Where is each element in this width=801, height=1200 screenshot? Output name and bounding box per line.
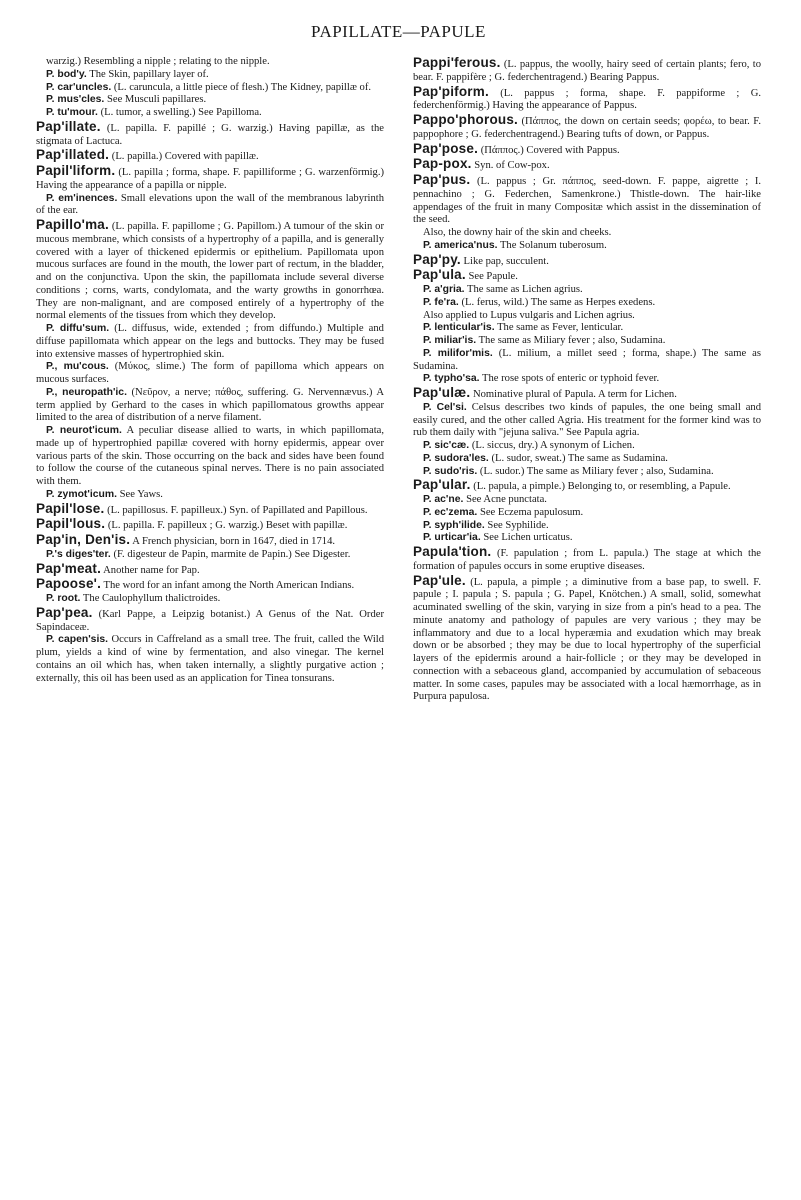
entry-text: The Caulophyllum thalictroides. (82, 593, 221, 604)
subheadword: P. mus'cles. (46, 94, 105, 106)
dictionary-entry (413, 572, 761, 705)
dictionary-entry (413, 269, 761, 284)
entry-text: (L. papula, a pimple ; a diminutive from a base pap, to swell. F. papule ; I. papula ; S. papula ; G. Papel, Knötchen.) A small, solid, somewhat acuminated swelling of the skin, varying in size from a pin's head to a pea. The minute anatomy and pathology of papules are very various ; they may be inflammatory and due to a local hyperæmia and exudation which may break down or be absorbed ; they may be due to local hypertrophy of the superficial layers of the epidermis around a hair-follicle ; or they may be developed in connection with a sebaceous gland, accompanied by accumulation of sebaceous matter. In some cases, papules may be associated with a local hæmorrhage, as in Purpura papulosa. (413, 576, 761, 703)
headword: Pap'piform. (413, 83, 489, 99)
dictionary-entry (36, 604, 384, 635)
entry-text: (F. papulation ; from L. papula.) The stage at which the formation of papules occurs in some eruptive diseases. (413, 548, 762, 572)
dictionary-entry (36, 634, 384, 685)
entry-text: (Νεῦρον, a nerve; πάθος, suffering. G. Nervennævus.) A term applied by Gerhard to the cases in which papillomatous growths appear limited to the area of distribution of a nerve filament. (36, 386, 384, 424)
subheadword: P. syph'ilide. (423, 519, 485, 531)
subheadword: P. typho'sa. (423, 373, 480, 385)
subheadword: P. lenticular'is. (423, 322, 495, 334)
headword: Pap'ule. (413, 572, 466, 588)
headword: Papil'lose. (36, 500, 105, 516)
dictionary-entry (36, 518, 384, 533)
headword: Pap'ular. (413, 477, 471, 493)
dictionary-entry (413, 520, 761, 533)
entry-text: (L. papilla ; forma, shape. F. papilliforme ; G. warzenförmig.) Having the appearance of a papilla or nipple. (36, 167, 385, 191)
subheadword: P. tu'mour. (46, 107, 98, 118)
dictionary-entry (36, 118, 384, 149)
dictionary-entry (36, 425, 384, 489)
entry-text: See Acne punctata. (466, 494, 547, 505)
left-column (36, 56, 384, 704)
dictionary-entry (36, 578, 384, 593)
entry-text: The rose spots of enteric or typhoid fever. (482, 373, 660, 385)
entry-text: Occurs in Caffreland as a small tree. The fruit, called the Wild plum, yields a kind of wine by fermentation, and also vinegar. The kernel contains an oil which has, when taken internally, a slightly purgative action ; externally, this oil has been used as an application for Tinea tonsurans. (36, 634, 385, 684)
headword: Pappo'phorous. (413, 112, 519, 127)
subheadword: P. diffu'sum. (46, 323, 110, 334)
dictionary-entry (36, 387, 384, 425)
headword: Pappi'ferous. (413, 55, 501, 70)
headword: Pap'pea. (36, 604, 93, 620)
entry-text: See Musculi papillares. (106, 94, 207, 106)
headword: Pap-pox. (413, 156, 472, 172)
entry-text: Also applied to Lupus vulgaris and Lichen agrius. (423, 309, 635, 321)
dictionary-entry (413, 251, 761, 269)
columns (36, 56, 761, 704)
subheadword: P. em'inences. (46, 192, 118, 204)
dictionary-entry (36, 193, 384, 219)
entry-text: (L. milium, a millet seed ; forma, shape.) The same as Sudamina. (413, 347, 761, 372)
entry-text: (L. diffusus, wide, extended ; from diffundo.) Multiple and diffuse papillomata which appear on the legs and buttocks. They may be fused into extensive masses of hypertrophied skin. (36, 323, 384, 360)
dictionary-entry (413, 348, 761, 374)
headword: Pap'meat. (36, 560, 102, 576)
entry-text: (L. papillosus. F. papilleux.) Syn. of Papillated and Papillous. (107, 504, 368, 516)
entry-text: (L. tumor, a swelling.) See Papilloma. (100, 107, 262, 118)
subheadword: P. miliar'is. (423, 335, 477, 346)
headword: Pap'pus. (413, 172, 471, 187)
entry-text: The same as Lichen agrius. (467, 284, 583, 295)
entry-text: See Lichen urticatus. (483, 532, 573, 544)
headword: Papil'lous. (36, 516, 106, 532)
subheadword: P. capen'sis. (46, 634, 109, 646)
entry-text: (Πάππος.) Covered with Pappus. (480, 144, 620, 156)
headword: Pap'in, Den'is. (36, 532, 131, 547)
dictionary-entry (36, 82, 384, 95)
subheadword: P. zymot'icum. (46, 488, 117, 500)
entry-text: See Eczema papulosum. (479, 506, 584, 518)
entry-text: The Solanum tuberosum. (499, 239, 607, 251)
entry-text: (Μύκος, slime.) The form of papilloma which appears on mucous surfaces. (36, 361, 385, 385)
subheadword: P. sic'cæ. (423, 440, 470, 451)
subheadword: P. urticar'ia. (423, 532, 481, 544)
dictionary-entry (413, 297, 761, 310)
dictionary-entry (413, 83, 761, 114)
entry-text: Celsus describes two kinds of papules, the one being small and easily cured, and the other called Agria. His treatment for the former kind was to rub them daily with "jejuna saliva." See Papula agria. (413, 401, 762, 439)
entry-text: (L. siccus, dry.) A synonym of Lichen. (471, 440, 635, 451)
entry-text: (L. papilla.) Covered with papillæ. (111, 151, 259, 163)
dictionary-entry (413, 57, 761, 85)
dictionary-entry (413, 546, 761, 574)
headword: Pap'illate. (36, 118, 101, 134)
dictionary-entry (36, 323, 384, 361)
entry-text: See Yaws. (119, 488, 163, 500)
headword: Papoose'. (36, 576, 102, 592)
subheadword: P. root. (46, 593, 81, 604)
entry-text: Syn. of Cow-pox. (474, 160, 550, 172)
entry-text: (L. caruncula, a little piece of flesh.) The Kidney, papillæ of. (113, 81, 372, 93)
entry-text: (Karl Pappe, a Leipzig botanist.) A Genus of the Nat. Order Sapindaceæ. (36, 608, 384, 633)
dictionary-entry (413, 440, 761, 453)
subheadword: P. sudo'ris. (423, 465, 478, 477)
entry-text: (L. ferus, wild.) The same as Herpes exedens. (461, 296, 656, 308)
entry-text: (Πάππος, the down on certain seeds; φορέω, to bear. F. pappophore ; G. federchentragend.) Bearing tufts of down, or Pappus. (413, 116, 761, 140)
subheadword: P. neurot'icum. (46, 425, 122, 436)
entry-text: warzig.) Resembling a nipple ; relating to the nipple. (46, 56, 270, 67)
dictionary-entry (36, 219, 384, 323)
entry-text: Nominative plural of Papula. A term for Lichen. (472, 389, 677, 400)
subheadword: P. Cel'si. (423, 401, 467, 413)
dictionary-entry (413, 387, 761, 402)
dictionary-entry (413, 494, 761, 507)
dictionary-entry (413, 140, 761, 158)
entry-text: (F. digesteur de Papin, marmite de Papin.) See Digester. (113, 548, 351, 560)
dictionary-entry (413, 402, 761, 440)
entry-text: See Papule. (468, 271, 518, 283)
subheadword: P. fe'ra. (423, 296, 459, 308)
dictionary-entry (36, 534, 384, 549)
dictionary-entry (413, 310, 761, 323)
entry-text: The Skin, papillary layer of. (89, 68, 209, 80)
subheadword: P., neuropath'ic. (46, 386, 127, 398)
dictionary-entry (36, 165, 384, 193)
subheadword: P. ec'zema. (423, 506, 478, 518)
headword: Pap'ulæ. (413, 385, 471, 400)
entry-text: (L. pappus, the woolly, hairy seed of certain plants; fero, to bear. F. pappifère ; G. federchentragend.) Bearing Pappus. (413, 59, 761, 83)
dictionary-entry (413, 479, 761, 494)
dictionary-entry (413, 335, 761, 348)
entry-text: Another name for Pap. (103, 564, 200, 576)
dictionary-entry (413, 322, 761, 335)
entry-text: (L. papilla. F. papillome ; G. Papillom.) A tumour of the skin or mucous membrane, which consists of a hypertrophy of a papilla, and is generally covered with a layer of thickened epidermis or epithelium. Papillomata upon mucous surfaces are found in the mouth, the lower part of rectum, in the bladder, and on the conjunctiva. Upon the skin, the papillomata include several diverse conditions ; corns, warts, condylomata, and the warty growths in gonorrhœa. They are non-malignant, and are composed entirely of a hypertrophy of the normal elements of the tissues from which they develop. (36, 221, 384, 322)
dictionary-entry (413, 240, 761, 253)
entry-text: Also, the downy hair of the skin and cheeks. (423, 227, 612, 238)
entry-text: (L. papilla. F. papilleux ; G. warzig.) Beset with papillæ. (107, 520, 348, 532)
entry-text: A French physician, born in 1647, died in 1714. (132, 536, 336, 547)
dictionary-entry (36, 94, 384, 107)
dictionary-entry (413, 174, 761, 227)
subheadword: P., mu'cous. (46, 361, 109, 373)
headword: Pap'py. (413, 251, 461, 267)
dictionary-entry (36, 149, 384, 164)
dictionary-entry (413, 453, 761, 466)
entry-text: The same as Fever, lenticular. (497, 322, 624, 334)
headword: Papillo'ma. (36, 217, 109, 232)
subheadword: P. sudora'les. (423, 452, 489, 464)
dictionary-entry (36, 361, 384, 387)
dictionary-entry (36, 500, 384, 518)
dictionary-entry (36, 560, 384, 578)
right-column (413, 56, 761, 704)
headword: Papula'tion. (413, 544, 492, 559)
subheadword: P. america'nus. (423, 239, 498, 251)
entry-text: (L. pappus ; Gr. πάππος, seed-down. F. pappe, aigrette ; I. pennachino ; G. Federchen, Samenkrone.) Thistle-down. The hair-like appendages of the fruit in many Compositæ which assist in the dissemination of the seed. (413, 176, 761, 226)
dictionary-entry (413, 114, 761, 142)
entry-text: (L. pappus ; forma, shape. F. pappiforme ; G. federchenförmig.) Having the appearance of Pappus. (413, 87, 761, 112)
entry-text: (L. sudor.) The same as Miliary fever ; also, Sudamina. (479, 465, 714, 477)
entry-text: A peculiar disease allied to warts, in which papillomata, made up of hypertrophied papillæ covered with horny epidermis, appear over various parts of the skin. Those occurring on the back and sides have been found to follow the course of the cutaneous spinal nerves. There is no pain associated with them. (36, 425, 384, 487)
entry-text: (L. papula, a pimple.) Belonging to, or resembling, a Papule. (473, 481, 731, 493)
subheadword: P. bod'y. (46, 68, 87, 80)
entry-text: (L. papilla. F. papillé ; G. warzig.) Having papillæ, as the stigmata of Lactuca. (36, 122, 384, 147)
headword: Pap'pose. (413, 140, 479, 156)
dictionary-entry (36, 69, 384, 82)
subheadword: P.'s diges'ter. (46, 548, 111, 560)
dictionary-entry (413, 507, 761, 520)
entry-text: The same as Miliary fever ; also, Sudamina. (478, 335, 666, 346)
dictionary-entry (413, 158, 761, 173)
entry-text: See Syphilide. (487, 519, 549, 531)
headword: Pap'ula. (413, 267, 466, 283)
entry-text: Small elevations upon the wall of the membranous labyrinth of the ear. (36, 192, 385, 217)
dictionary-entry (36, 56, 384, 69)
entry-text: (L. sudor, sweat.) The same as Sudamina. (491, 452, 668, 464)
subheadword: P. a'gria. (423, 284, 465, 295)
page-header: PAPILLATE—PAPULE (311, 22, 486, 41)
dictionary-entry (413, 284, 761, 297)
subheadword: P. milifor'mis. (423, 347, 493, 359)
headword: Papil'liform. (36, 163, 116, 178)
entry-text: The word for an infant among the North American Indians. (103, 580, 355, 592)
entry-text: Like pap, succulent. (463, 255, 549, 267)
subheadword: P. car'uncles. (46, 81, 112, 93)
headword: Pap'illated. (36, 147, 110, 163)
dictionary-entry (413, 227, 761, 240)
subheadword: P. ac'ne. (423, 494, 464, 505)
